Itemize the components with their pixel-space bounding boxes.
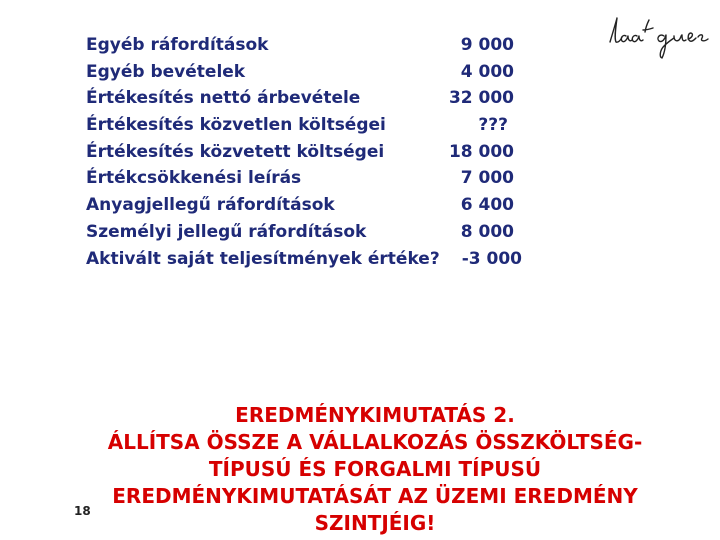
item-value: 6 400 [460,195,514,216]
list-item [86,139,526,166]
list-item [86,32,526,59]
item-value: 4 000 [460,61,514,82]
title-line: ÁLLÍTSA ÖSSZE A VÁLLALKOZÁS ÖSSZKÖLTSÉG- [107,430,643,454]
title-line: SZINTJÉIG! [314,511,436,535]
item-value: 18 000 [448,141,514,162]
title-line: TÍPUSÚ ÉS FORGALMI TÍPUSÚ [208,457,542,481]
list-item [86,246,526,273]
item-value: 7 000 [460,168,514,189]
title-line: EREDMÉNYKIMUTATÁSÁT AZ ÜZEMI EREDMÉNY [112,484,638,508]
list-item [86,165,526,192]
item-label: Értékesítés közvetett költségei [86,141,385,162]
title-line: EREDMÉNYKIMUTATÁS 2. [235,403,515,427]
item-label: Aktivált saját teljesítmények értéke? [86,248,440,269]
item-value: 9 000 [460,35,514,55]
item-value: ??? [478,115,508,136]
item-value: 32 000 [448,88,514,109]
item-value: -3 000 [461,248,522,269]
item-label: Értékcsökkenési leírás [86,168,302,189]
item-label: Személyi jellegű ráfordítások [86,221,367,242]
item-label: Értékesítés nettó árbevétele [86,88,361,109]
item-label: Értékesítés közvetlen költségei [86,115,386,136]
item-value: 8 000 [460,221,514,242]
signature-icon [604,12,714,60]
items-list [86,32,526,272]
list-item [86,85,526,112]
item-label: Egyéb ráfordítások [86,35,269,55]
item-label: Egyéb bevételek [86,61,246,82]
list-item [86,192,526,219]
list-item [86,59,526,86]
item-label: Anyagjellegű ráfordítások [86,195,335,216]
list-item [86,112,526,139]
list-item [86,219,526,246]
page-number: 18 [74,504,91,518]
slide-title [70,402,680,537]
